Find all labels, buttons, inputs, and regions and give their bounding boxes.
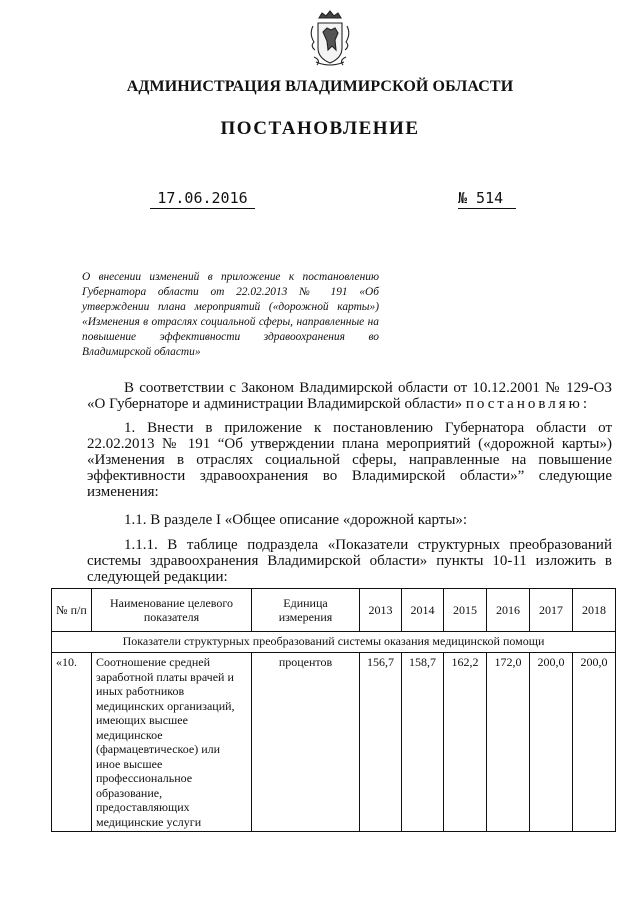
clause-1-1-paragraph: 1.1. В разделе I «Общее описание «дорожной карты»: xyxy=(124,512,468,528)
clause-1-paragraph: 1. Внести в приложение к постановлению Губернатора области от 22.02.2013 № 191 “Об утверждении плана мероприятий («дорожной карты») «Изменения в отраслях социальной сферы, направленные на повышение эффективности здравоохранения во Владимирской области»” следующие изменения: xyxy=(87,420,612,500)
indicators-table xyxy=(51,588,616,832)
row-name-cell: Соотношение средней заработной платы врачей и иных работников медицинских организаций, имеющих высшее медицинское (фармацевтическое) или иное высшее профессиональное образование, предоставляющих медицинские услуги xyxy=(92,653,252,832)
header-num: № п/п xyxy=(52,589,92,632)
row-value-cell: 156,7 xyxy=(360,653,402,832)
header-year: 2015 xyxy=(444,589,487,632)
header-year: 2016 xyxy=(487,589,530,632)
header-year: 2014 xyxy=(402,589,444,632)
header-name: Наименование целевого показателя xyxy=(92,589,252,632)
row-value-cell: 162,2 xyxy=(444,653,487,832)
header-unit: Единица измерения xyxy=(252,589,360,632)
document-number: № 514 xyxy=(458,189,516,209)
row-unit-cell: процентов xyxy=(252,653,360,832)
preamble-paragraph xyxy=(87,380,612,412)
row-num-cell: «10. xyxy=(52,653,92,832)
preamble-text: В соответствии с Законом Владимирской области от 10.12.2001 № 129-ОЗ «О Губернаторе и администрации Владимирской области» xyxy=(87,380,612,412)
organization-title: АДМИНИСТРАЦИЯ ВЛАДИМИРСКОЙ ОБЛАСТИ xyxy=(126,78,514,95)
row-value-cell: 158,7 xyxy=(402,653,444,832)
document-type-title: ПОСТАНОВЛЕНИЕ xyxy=(220,118,420,139)
clause-1-1-1-paragraph: 1.1.1. В таблице подраздела «Показатели структурных преобразований системы здравоохранения Владимирской области» пункты 10-11 изложить в следующей редакции: xyxy=(87,537,612,585)
table-header-row xyxy=(52,589,616,632)
coat-of-arms-emblem xyxy=(305,10,355,70)
section-title-cell: Показатели структурных преобразований системы оказания медицинской помощи xyxy=(52,632,616,653)
table-row xyxy=(52,653,616,832)
header-year: 2017 xyxy=(530,589,573,632)
header-year: 2018 xyxy=(573,589,616,632)
table-section-row xyxy=(52,632,616,653)
row-value-cell: 200,0 xyxy=(573,653,616,832)
document-date: 17.06.2016 xyxy=(150,189,255,209)
header-year: 2013 xyxy=(360,589,402,632)
row-value-cell: 200,0 xyxy=(530,653,573,832)
decree-word: постановляю: xyxy=(465,396,590,412)
document-subject: О внесении изменений в приложение к постановлению Губернатора области от 22.02.2013 № 191 «Об утверждении плана мероприятий («дорожной карты») «Изменения в отраслях социальной сферы, направленные на повышение эффективности здравоохранения во Владимирской области» xyxy=(82,271,379,358)
row-value-cell: 172,0 xyxy=(487,653,530,832)
